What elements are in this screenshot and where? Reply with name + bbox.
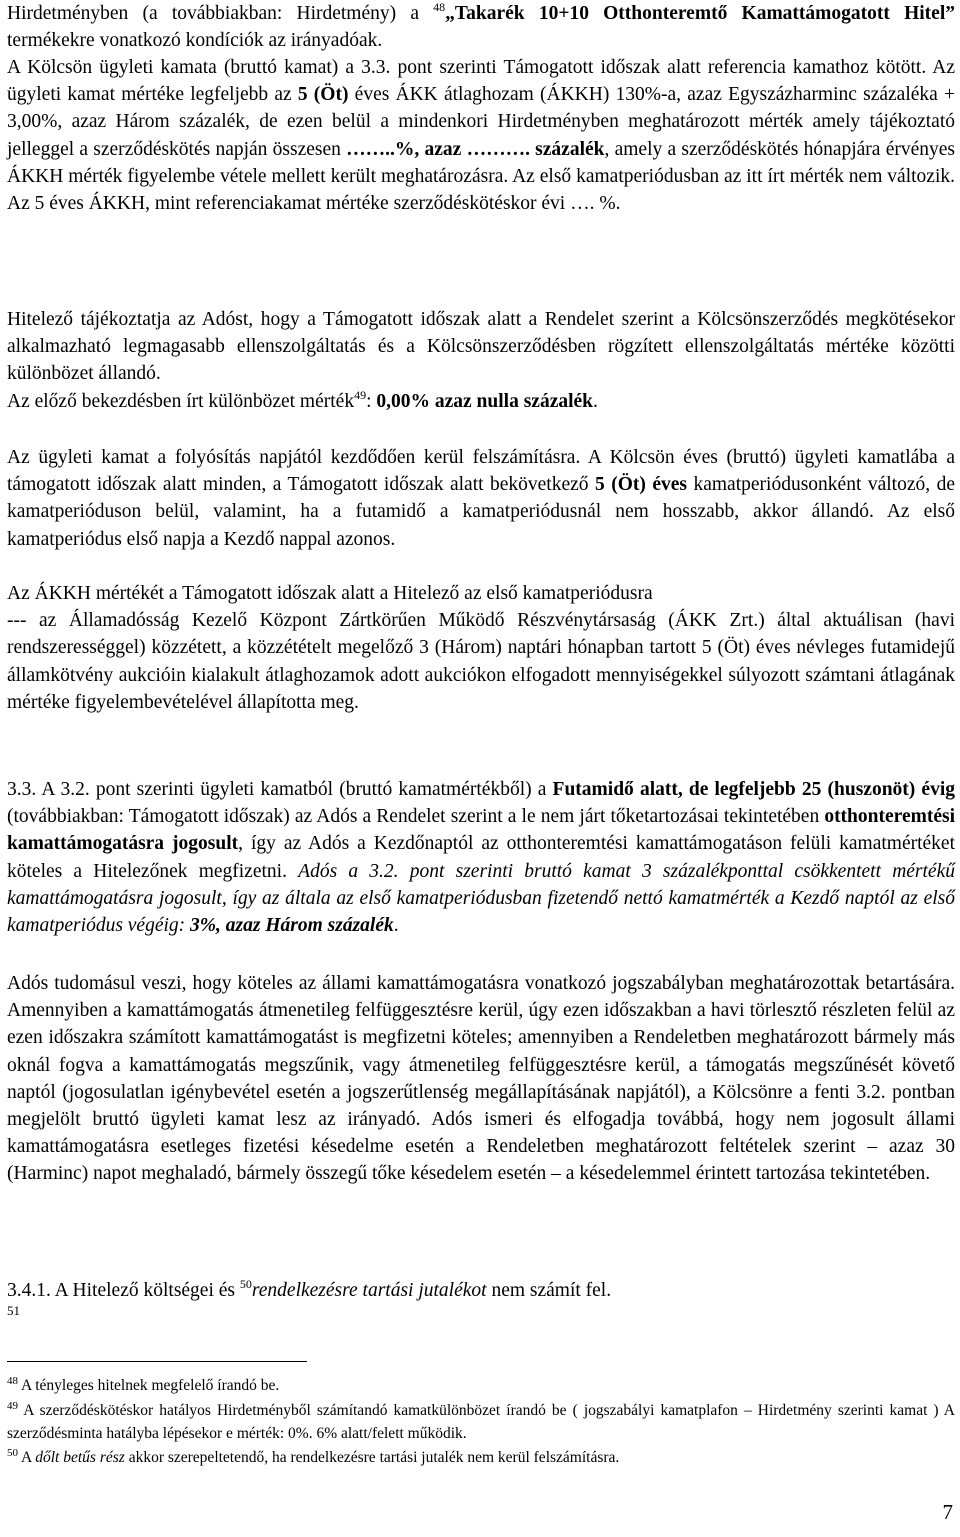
bold-text: 5 (Öt) <box>297 84 349 106</box>
text: . <box>593 390 598 412</box>
footnote-number: 50 <box>7 1447 18 1459</box>
paragraph-kamat <box>7 54 955 217</box>
footnote-number: 49 <box>7 1400 18 1412</box>
footnote-ref-49[interactable]: 49 <box>354 387 367 402</box>
footnote-48 <box>7 1375 955 1398</box>
text: . <box>393 915 399 937</box>
footnote-text: A szerződéskötéskor hatályos Hirdetményből számítandó kamatkülönbözet írandó be ( jogszabályi kamatplafon – Hirdetmény szerinti kamat ) A szerződésminta hatályba lépésekor e mérték: 0%. 6% alatt/felett működik. <box>7 1402 955 1442</box>
paragraph-kamattamogatas <box>7 970 955 1188</box>
paragraph-3-3 <box>7 776 955 939</box>
footnote-italic-text: dőlt betűs rész <box>35 1449 125 1466</box>
text: , így az Adós a Kezdőnaptól az otthonteremtési kamattámogatáson felüli kamatmértéket köteles a Hitelezőnek megfizetni. <box>7 833 955 882</box>
text: 3.4.1. A Hitelező költségei és <box>7 1280 240 1301</box>
product-name: „Takarék 10+10 Otthonteremtő Kamattámogatott Hitel” <box>445 3 955 24</box>
text: nem számít fel. <box>486 1280 612 1301</box>
text: (továbbiakban: Támogatott időszak) az Adós a Rendelet szerint a le nem járt tőketartozásai tekintetében <box>7 806 825 828</box>
footnote-50 <box>7 1447 955 1470</box>
paragraph-hirdetmeny <box>7 0 955 54</box>
text: termékekre vonatkozó kondíciók az irányadóak. <box>7 30 383 52</box>
paragraph-akkh <box>7 580 955 716</box>
text: , amely a szerződéskötés hónapjára érvényes ÁKKH mérték figyelembe vétele mellett került meghatározásra. Az első kamatperiódusban az itt írt mérték nem változik. Az 5 éves ÁKKH, mint referenciakamat mértéke szerződéskötéskor évi …. %. <box>7 138 955 215</box>
text: : <box>366 390 377 412</box>
page-number: 7 <box>942 1500 953 1524</box>
text: Hitelező tájékoztatja az Adóst, hogy a Támogatott időszak alatt a Rendelet szerint a Kölcsönszerződés megkötésekor alkalmazható legmagasabb ellenszolgáltatás és a Kölcsönszerződésben rögzített ellenszolgáltatás mértéke közötti különbözet állandó. <box>7 309 955 385</box>
bold-text: 0,00% azaz nulla százalék <box>376 390 594 412</box>
text: éves ÁKK átlaghozam (ÁKKH) 130%-a, azaz Egyszázharminc százaléka + 3,00%, azaz Három százalék, de ezen belül a mindenkori Hirdetményben meghatározott mérték amely tájékoztató jelleggel a szerződéskötés napján összesen <box>7 84 956 160</box>
text: A Kölcsön ügyleti kamata (bruttó kamat) a 3.3. pont szerinti Támogatott időszak alatt referencia kamathoz kötött. Az ügyleti kamat mértéke legfeljebb az <box>7 57 955 106</box>
footnote-49 <box>7 1400 955 1445</box>
text: Adós tudomásul veszi, hogy köteles az állami kamattámogatásra vonatkozó jogszabályban meghatározottak betartására. Amennyiben a kamattámogatás átmenetileg felfüggesztésre kerül, úgy ezen időszakban a havi törlesztő részleten felül az ezen időszakra számított kamattámogatást is megfizetni köteles; amennyiben a Rendeletben meghatározott bármely más oknál fogva a kamattámogatás megszűnik, vagy átmenetileg felfüggesztésre kerül, a támogatás megszűnését követő naptól (jogosulatlan igénybevétel esetén a jogszerűtlenség megállapításának napjától), a Kölcsönre a fenti 3.2. pontban megjelölt bruttó ügyleti kamat lesz az irányadó. Adós ismeri és elfogadja továbbá, hogy nem jogosult állami kamattámogatásra esetleges fizetési késedelme esetén a Rendeletben meghatározott feltételek szerint – azaz 30 (Harminc) napot meghaladó, bármely összegű tőke késedelem esetén – a késedelemmel érintett tartozása tekintetében. <box>7 973 955 1185</box>
footnote-ref-51[interactable]: 51 <box>7 1303 20 1318</box>
bold-text: Futamidő alatt, de legfeljebb 25 (huszonöt) évig <box>552 779 955 800</box>
footnote-number: 48 <box>7 1375 18 1387</box>
bold-text: otthonteremtési kamattámogatásra jogosult <box>7 806 955 855</box>
footnote-text: A <box>21 1449 36 1466</box>
paragraph-3-4-1 <box>7 1277 955 1304</box>
text: --- az Államadósság Kezelő Központ Zártkörűen Működő Részvénytársaság (ÁKK Zrt.) által aktuálisan (havi rendszerességgel) közzétett, a közzétételt megelőző 3 (Három) naptári hónapban tartott 5 (Öt) éves névleges futamidejű államkötvény aukcióin kialakult átlaghozamok adott aukciókon elfogadott mennyiségekkel súlyozott számtani átlagának mértéke figyelembevételével állapította meg. <box>7 610 955 713</box>
footnote-ref-48[interactable]: 48 <box>433 0 446 14</box>
footnote-divider <box>7 1361 307 1362</box>
bold-italic-text: 3%, azaz Három százalék <box>190 915 394 937</box>
italic-text: rendelkezésre tartási jutalékot <box>251 1280 487 1301</box>
footnote-text: akkor szerepeltetendő, ha rendelkezésre tartási jutalék nem kerül felszámításra. <box>124 1449 620 1466</box>
text: 3.3. A 3.2. pont szerinti ügyleti kamatból (bruttó kamatmértékből) a <box>7 779 553 800</box>
text: Az ügyleti kamat a folyósítás napjától kezdődően kerül felszámításra. A Kölcsön éves (bruttó) ügyleti kamatlába a támogatott időszak alatt minden, a Támogatott időszak alatt bekövetkező <box>7 447 955 496</box>
text: kamatperiódusonként változó, de kamatperióduson belül, valamint, ha a futamidő a kamatperiódusnál nem hosszabb, akkor állandó. Az első kamatperiódus első napja a Kezdő nappal azonos. <box>7 474 955 550</box>
text: Az ÁKKH mértékét a Támogatott időszak alatt a Hitelező az első kamatperiódusra <box>7 583 653 604</box>
text: Az előző bekezdésben írt különbözet mérték <box>7 390 355 412</box>
bold-text: 5 (Öt) éves <box>595 474 688 496</box>
paragraph-tajekoztatas <box>7 306 955 415</box>
bold-text: ……..%, azaz ………. százalék <box>346 138 605 160</box>
footnote-text: A tényleges hitelnek megfelelő írandó be. <box>21 1377 280 1394</box>
text: Hirdetményben (a továbbiakban: Hirdetmény) a <box>7 3 434 24</box>
footnote-ref-50[interactable]: 50 <box>239 1277 252 1291</box>
italic-text: Adós a 3.2. pont szerinti bruttó kamat 3 százalékponttal csökkentett mértékű kamattámogatásra jogosult, így az általa az első kamatperiódusban fizetendő nettó kamatmérték a Kezdő naptól az első kamatperiódus végéig: <box>7 860 955 937</box>
paragraph-folyositas <box>7 444 955 553</box>
